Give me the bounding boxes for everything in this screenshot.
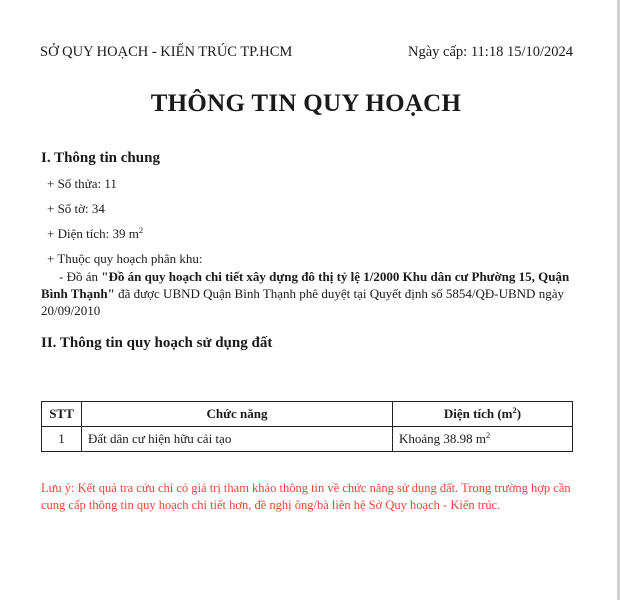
- area-label: + Diện tích: 39 m: [47, 226, 139, 241]
- issue-date: Ngày cấp: 11:18 15/10/2024: [408, 44, 573, 60]
- project-suffix: đã được UBND Quận Bình Thạnh phê duyệt tại Quyết định số 5854/QĐ-UBND ngày 20/09/2010: [41, 286, 564, 318]
- disclaimer-note: Lưu ý: Kết quả tra cứu chỉ có giá trị tham khảo thông tin về chức năng sử dụng đất. Trong trường hợp cần cung cấp thông tin quy hoạch chi tiết hơn, đề nghị ông/bà liên hệ Sở Quy hoạch - Kiến trúc.: [41, 481, 571, 512]
- table-row: [42, 427, 573, 452]
- page-title: THÔNG TIN QUY HOẠCH: [150, 90, 462, 117]
- document-header: [40, 44, 573, 61]
- zone-label: + Thuộc quy hoạch phân khu:: [47, 251, 203, 266]
- area-info: [47, 226, 143, 242]
- section-general-heading: I. Thông tin chung: [41, 150, 160, 166]
- sheet-number: + Số tờ: 34: [47, 201, 105, 216]
- cell-stt: 1: [42, 427, 82, 452]
- project-name: "Đồ án quy hoạch chi tiết xây dựng đô thị tỷ lệ 1/2000 Khu dân cư Phường 15, Quận Bình Thạnh": [41, 269, 570, 301]
- plot-number: + Số thửa: 11: [47, 176, 117, 191]
- column-header-function: Chức năng: [82, 402, 393, 427]
- project-prefix: - Đồ án: [59, 269, 102, 284]
- area-superscript: 2: [138, 225, 144, 235]
- agency-name: SỞ QUY HOẠCH - KIẾN TRÚC TP.HCM: [40, 44, 293, 60]
- section-landuse-heading: II. Thông tin quy hoạch sử dụng đất: [41, 335, 273, 351]
- project-description: [41, 268, 571, 319]
- cell-area: Khoảng 38.98 $m^2$: [393, 427, 573, 452]
- landuse-table: [41, 401, 573, 452]
- column-header-stt: STT: [42, 402, 82, 427]
- column-header-area: Diện tích $(m^2)$: [393, 402, 573, 427]
- table-header-row: [42, 402, 573, 427]
- cell-function: Đất dân cư hiện hữu cải tạo: [82, 427, 393, 452]
